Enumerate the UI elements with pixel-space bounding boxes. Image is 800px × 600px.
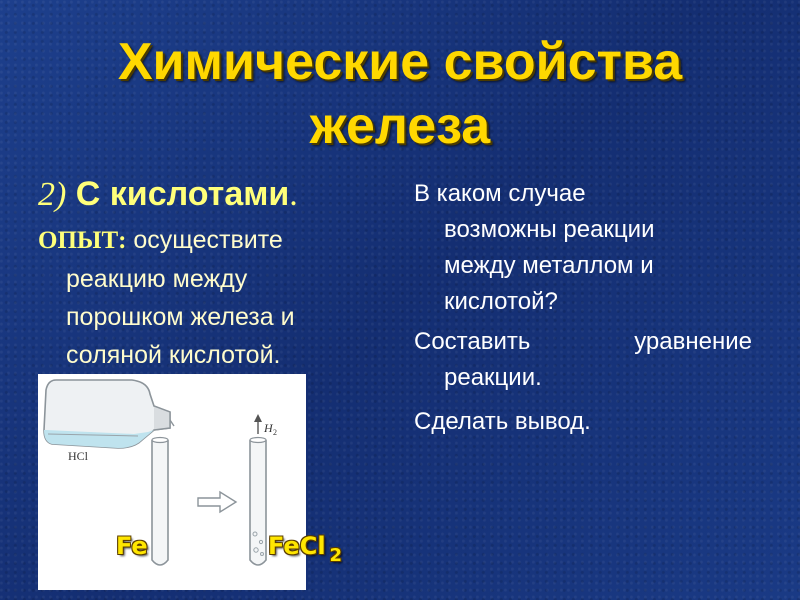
question-line-3: между металлом и	[444, 252, 654, 279]
gas-arrow-icon	[254, 414, 262, 434]
right-column	[414, 176, 774, 440]
experiment-line-1: осуществите	[133, 226, 283, 254]
section-heading	[38, 172, 378, 217]
h2-subscript: 2	[273, 428, 277, 437]
experiment-line-4: соляной кислотой.	[66, 341, 281, 369]
task-1-line-2: реакции.	[444, 364, 542, 391]
experiment-line-3: порошком железа и	[66, 303, 295, 331]
slide-title	[0, 30, 800, 158]
title-line-1: Химические свойства	[117, 33, 683, 91]
illustration-svg	[38, 374, 306, 590]
fecl-label-main: FeCl	[268, 532, 326, 560]
task-1-word-1: Составить	[414, 328, 531, 355]
section-dot: .	[289, 176, 298, 213]
task-2-paragraph: Сделать вывод.	[414, 408, 591, 435]
question-line-1: В каком случае	[414, 180, 586, 207]
experiment-label: ОПЫТ:	[38, 227, 127, 254]
test-tube-left	[152, 438, 168, 566]
experiment-illustration	[38, 374, 306, 590]
fecl2-label	[268, 532, 343, 566]
hcl-label: HCl	[68, 449, 89, 463]
title-line-2: железа	[309, 97, 491, 155]
left-column	[38, 172, 378, 374]
experiment-text	[38, 221, 378, 374]
h2-label: H	[264, 421, 273, 435]
arrow-icon	[198, 492, 236, 512]
fe-label: Fe	[116, 532, 148, 560]
test-tube-right	[250, 438, 266, 566]
experiment-line-2: реакцию между	[66, 265, 248, 293]
task-1-paragraph	[414, 324, 774, 396]
question-paragraph	[414, 176, 774, 320]
section-number: 2)	[38, 176, 67, 213]
question-line-2: возможны реакции	[444, 216, 655, 243]
task-1-word-2: уравнение	[634, 328, 752, 355]
section-text: С кислотами	[75, 175, 290, 213]
question-line-4: кислотой?	[444, 288, 558, 315]
fecl-label-subscript: 2	[329, 545, 343, 566]
